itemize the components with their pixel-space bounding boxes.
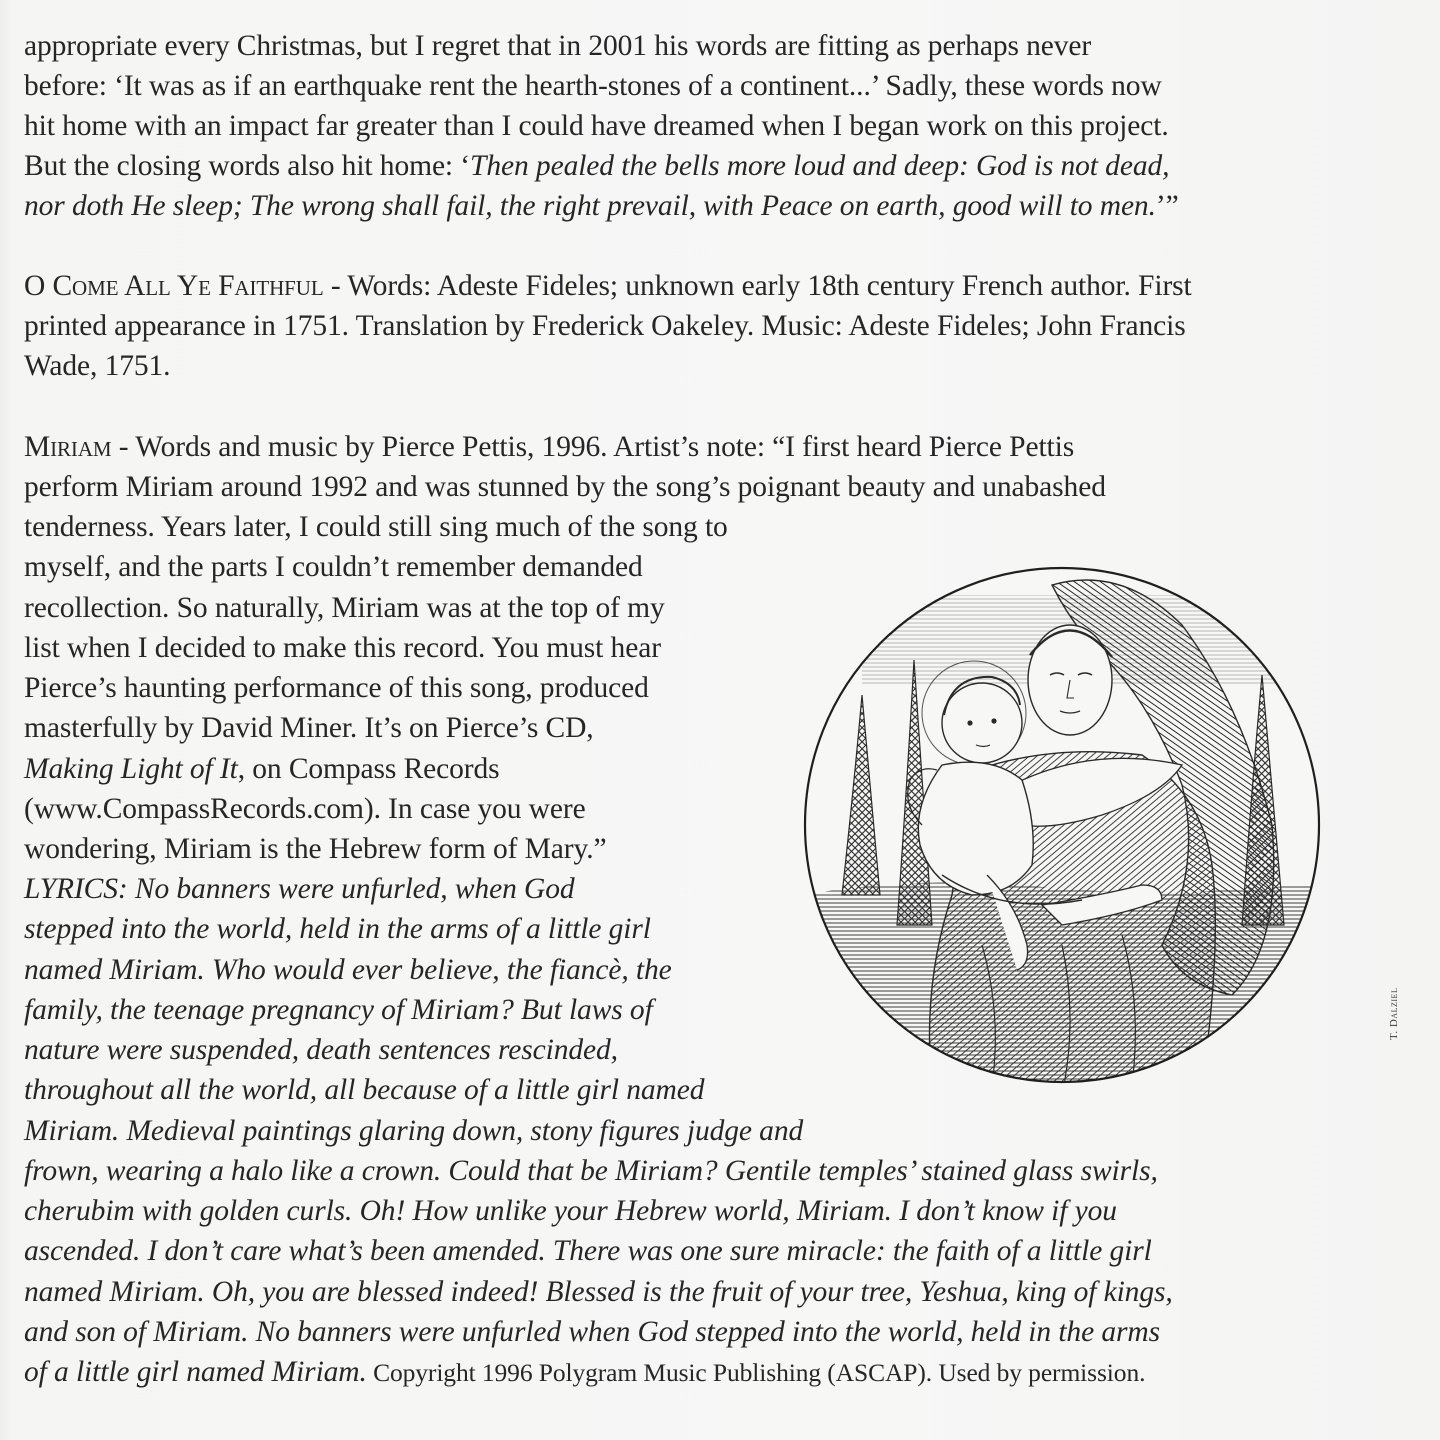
song-credits: - Words: Adeste Fideles; unknown early 18th century French author. First	[323, 270, 1192, 302]
illustration-credit: T. Dalziel	[1388, 987, 1400, 1040]
song-title: O Come All Ye Faithful	[24, 270, 324, 302]
closing-quote: ’”	[1155, 190, 1179, 222]
intro-line: before: ‘It was as if an earthquake rent the hearth-stones of a continent...’ Sadly, these words now	[24, 70, 1162, 102]
lyrics-text: of a little girl named Miriam.	[24, 1356, 367, 1388]
artist-note-line: list when I decided to make this record. You must hear	[24, 632, 661, 664]
child-face	[942, 683, 1022, 763]
lyrics-line: named Miriam. Who would ever believe, the fiancè, the	[24, 954, 672, 986]
artist-note-line: myself, and the parts I couldn’t remember demanded	[24, 551, 643, 583]
song-credits-line: Wade, 1751.	[24, 350, 171, 382]
lyrics-line: nature were suspended, death sentences rescinded,	[24, 1034, 618, 1066]
intro-line	[24, 146, 1169, 186]
artist-note-line: Pierce’s haunting performance of this song, produced	[24, 672, 649, 704]
artist-note-line: perform Miriam around 1992 and was stunned by the song’s poignant beauty and unabashed	[24, 471, 1106, 503]
lyrics-line: stepped into the world, held in the arms of a little girl	[24, 913, 651, 945]
artist-note-line: recollection. So naturally, Miriam was at the top of my	[24, 592, 665, 624]
intro-text: But the closing words also hit home: ‘	[24, 150, 471, 182]
poem-quote: nor doth He sleep; The wrong shall fail, the right prevail, with Peace on earth, good will to men.	[24, 190, 1156, 222]
intro-line	[24, 186, 1179, 226]
lyrics-line: and son of Miriam. No banners were unfurled when God stepped into the world, held in the arms	[24, 1316, 1160, 1348]
artist-note-line: tenderness. Years later, I could still sing much of the song to	[24, 511, 728, 543]
artist-note-line: wondering, Miriam is the Hebrew form of Mary.”	[24, 833, 607, 865]
intro-line: appropriate every Christmas, but I regret that in 2001 his words are fitting as perhaps never	[24, 30, 1092, 62]
cd-label: , on Compass Records	[237, 753, 500, 785]
website-line: (www.CompassRecords.com). In case you were	[24, 793, 586, 825]
lyrics-line: frown, wearing a halo like a crown. Could that be Miriam? Gentile temples’ stained glass swirls,	[24, 1155, 1158, 1187]
cd-title: Making Light of It	[24, 753, 238, 785]
madonna-and-child-illustration	[802, 565, 1322, 1085]
lyrics-line: throughout all the world, all because of a little girl named	[24, 1074, 705, 1106]
lyrics-line: cherubim with golden curls. Oh! How unlike your Hebrew world, Miriam. I don’t know if you	[24, 1195, 1117, 1227]
song-entry-o-come	[24, 266, 1192, 306]
lyrics-line	[24, 1352, 1145, 1392]
lyrics-line: ascended. I don’t care what’s been amended. There was one sure miracle: the faith of a little girl	[24, 1235, 1152, 1267]
copyright-notice: Copyright 1996 Polygram Music Publishing (ASCAP). Used by permission.	[366, 1358, 1146, 1387]
poem-quote: Then pealed the bells more loud and deep: God is not dead,	[470, 150, 1170, 182]
song-credits-line: printed appearance in 1751. Translation by Frederick Oakeley. Music: Adeste Fideles; John Francis	[24, 310, 1186, 342]
lyrics-line: named Miriam. Oh, you are blessed indeed! Blessed is the fruit of your tree, Yeshua, king of kings,	[24, 1276, 1173, 1308]
song-entry-miriam	[24, 427, 1074, 467]
artist-note-line	[24, 749, 500, 789]
lyrics-line: LYRICS: No banners were unfurled, when God	[24, 873, 575, 905]
song-credits: - Words and music by Pierce Pettis, 1996. Artist’s note: “I first heard Pierce Pettis	[111, 431, 1075, 463]
lyrics-line: Miriam. Medieval paintings glaring down, stony figures judge and	[24, 1115, 804, 1147]
lyrics-line: family, the teenage pregnancy of Miriam? But laws of	[24, 994, 653, 1026]
intro-line: hit home with an impact far greater than I could have dreamed when I began work on this project.	[24, 110, 1169, 142]
song-title: Miriam	[24, 431, 112, 463]
artist-note-line: masterfully by David Miner. It’s on Pierce’s CD,	[24, 712, 594, 744]
